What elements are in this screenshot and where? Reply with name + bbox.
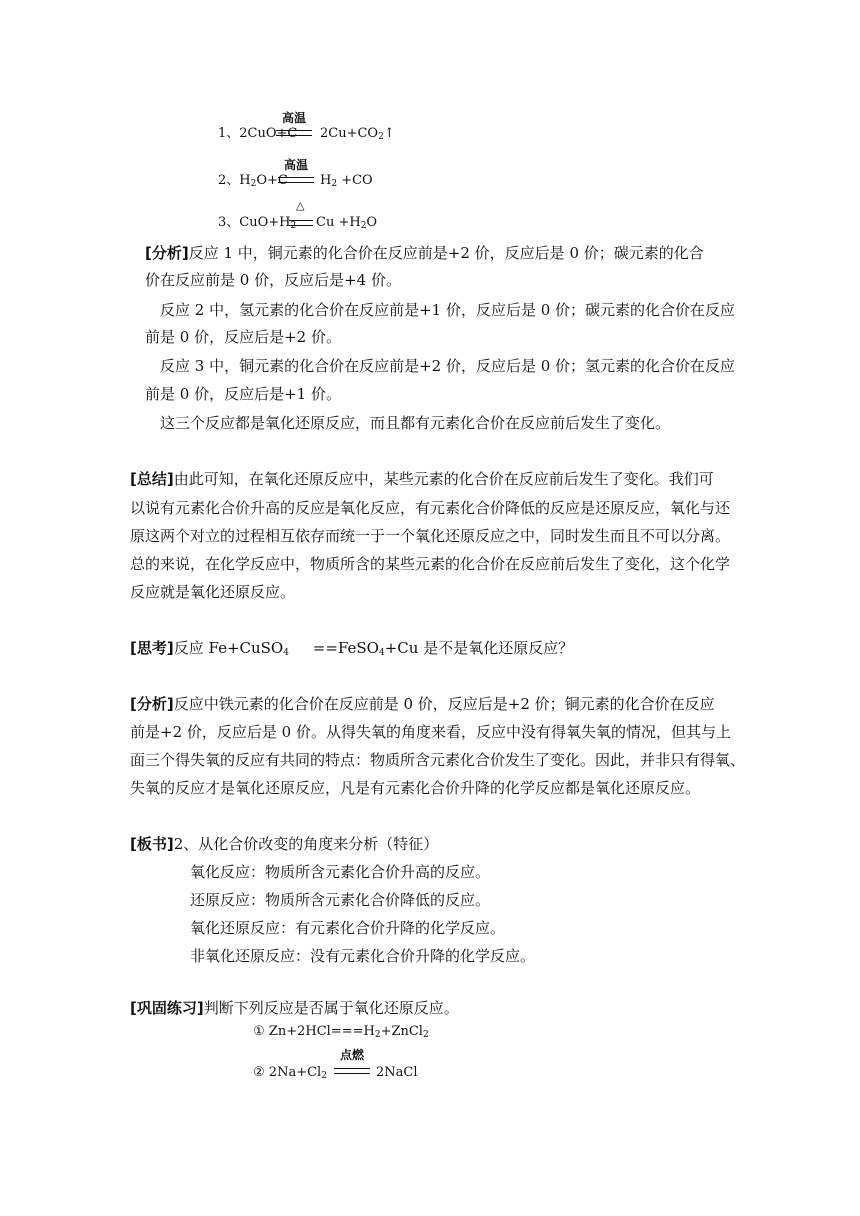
summary-line-4: 总的来说，在化学反应中，物质所含的某些元素的化合价在反应前后发生了变化，这个化学 (130, 555, 731, 573)
practice-line: [巩固练习]判断下列反应是否属于氧化还原反应。 (130, 999, 459, 1017)
analysis-1-line-3: 反应 2 中，氢元素的化合价在反应前是+1 价，反应后是 0 价；碳元素的化合价在反应 (160, 301, 736, 319)
heat-triangle-icon: △ (296, 199, 305, 212)
analysis-tag: [分析] (145, 244, 189, 262)
summary-line-5: 反应就是氧化还原反应。 (130, 583, 296, 601)
summary-line-3: 原这两个对立的过程相互依存而统一于一个氧化还原反应之中，同时发生而且不可以分离。 (130, 527, 731, 545)
analysis-1-line-2: 价在反应前是 0 价，反应后是+4 价。 (145, 271, 401, 289)
analysis-1-line-1: [分析]反应 1 中，铜元素的化合价在反应前是+2 价，反应后是 0 价；碳元素的化合 (145, 244, 704, 262)
practice-question-2-condition: 点燃 (339, 1048, 364, 1062)
analysis-1-line-6: 前是 0 价，反应后是+1 价。 (145, 385, 341, 403)
equation-2-left: 2、$H_2O+C$ (218, 173, 288, 189)
summary-tag: [总结] (130, 470, 174, 488)
analysis-2-line-3: 面三个得失氧的反应有共同的特点：物质所含元素化合价发生了变化。因此，并非只有得氧、 (130, 751, 746, 769)
equation-1-left: 1、2CuO+C (218, 126, 298, 141)
practice-question-1: ① $Zn+2HCl===H_2+ZnCl_2$ (253, 1024, 429, 1040)
analysis-2-line-2: 前是+2 价，反应后是 0 价。从得失氧的角度来看，反应中没有得氧失氧的情况，但其与上 (130, 723, 731, 741)
analysis-1-line-4: 前是 0 价，反应后是+2 价。 (145, 328, 341, 346)
analysis-2-line-4: 失氧的反应才是氧化还原反应，凡是有元素化合价升降的化学反应都是氧化还原反应。 (130, 779, 701, 797)
equation-3-left: 3、$CuO+H_2$ (218, 215, 297, 231)
equation-2-condition: 高温 (283, 158, 308, 172)
board-title-line: [板书]2、从化合价改变的角度来分析（特征） (130, 835, 439, 853)
board-item-1: 氧化反应：物质所含元素化合价升高的反应。 (190, 863, 491, 881)
think-tag: [思考] (130, 639, 174, 657)
analysis-1-line-5: 反应 3 中，铜元素的化合价在反应前是+2 价，反应后是 0 价；氢元素的化合价在反应 (160, 357, 736, 375)
practice-question-2-double-line (334, 1068, 370, 1074)
analysis-2-tag: [分析] (130, 695, 174, 713)
analysis-1-line-7: 这三个反应都是氧化还原反应，而且都有元素化合价在反应前后发生了变化。 (160, 414, 671, 432)
practice-question-2-left: ② $2Na+Cl_2$ (253, 1065, 327, 1081)
equation-2-double-line (278, 177, 314, 183)
board-item-2: 还原反应：物质所含元素化合价降低的反应。 (190, 891, 491, 909)
practice-tag: [巩固练习] (130, 999, 204, 1017)
equation-3-right: $Cu +H_2O$ (316, 215, 378, 231)
equation-1-condition: 高温 (281, 111, 306, 125)
analysis-2-line-1: [分析]反应中铁元素的化合价在反应前是 0 价，反应后是+2 价；铜元素的化合价在反应 (130, 695, 715, 713)
board-tag: [板书] (130, 835, 174, 853)
equation-1-double-line (276, 130, 312, 136)
equation-2-right: $H_2 +CO$ (320, 173, 373, 189)
board-item-3: 氧化还原反应：有元素化合价升降的化学反应。 (190, 919, 506, 937)
equation-3-double-line (289, 220, 313, 226)
board-item-4: 非氧化还原反应：没有元素化合价升降的化学反应。 (190, 947, 536, 965)
summary-line-2: 以说有元素化合价升高的反应是氧化反应，有元素化合价降低的反应是还原反应，氧化与还 (130, 499, 731, 517)
equation-1-right: $2Cu+CO_2↑$ (320, 126, 395, 142)
think-line: [思考]反应 Fe+CuSO$_4$ ==FeSO$_4$+Cu 是不是氧化还原反应？ (130, 639, 574, 658)
practice-question-2-right: 2NaCl (376, 1065, 418, 1080)
summary-line-1: [总结]由此可知，在氧化还原反应中，某些元素的化合价在反应前后发生了变化。我们可 (130, 470, 714, 488)
